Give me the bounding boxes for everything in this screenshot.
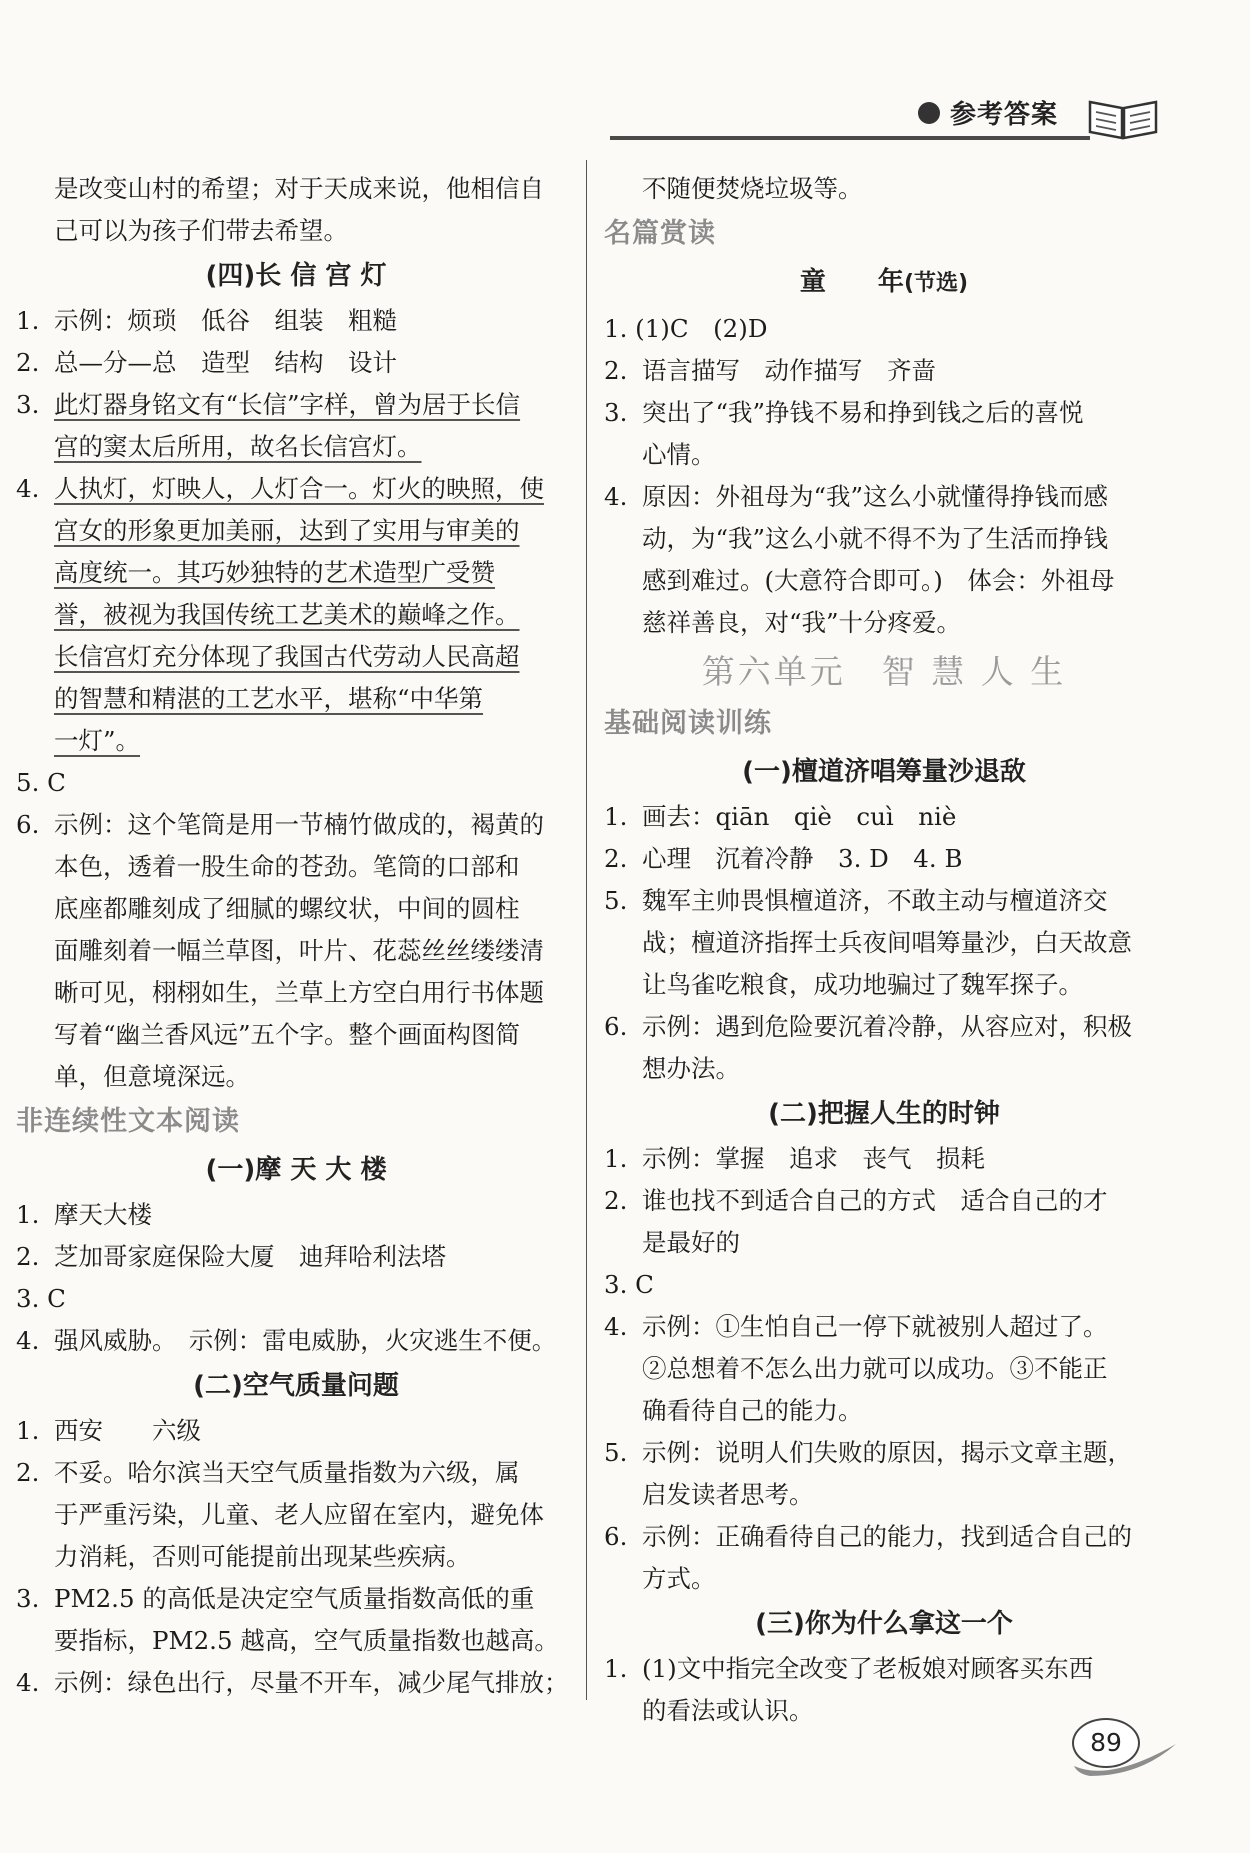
page-number-badge [1070,1712,1180,1782]
section-heading [604,210,1164,258]
item-number: 2. [604,356,628,385]
item-text: 5. C [16,768,66,797]
subsection-title [604,1600,1164,1648]
text-line-content: 誉，被视为我国传统工艺美术的巅峰之作。 [54,600,520,629]
answer-item [604,392,1164,434]
section-heading [16,1098,576,1146]
text-line-content: 不随便焚烧垃圾等。 [642,174,863,203]
subsection-title [604,748,1164,796]
answer-item [604,796,1164,838]
text-line-content: 动，为“我”这么小就不得不为了生活而挣钱 [642,524,1109,553]
item-text: 芝加哥家庭保险大厦 迪拜哈利法塔 [54,1242,446,1271]
subsection-title-text: (二)空气质量问题 [193,1371,399,1401]
item-text: 魏军主帅畏惧檀道济，不敢主动与檀道济交 [642,886,1108,915]
text-line [16,846,576,888]
text-line [604,560,1164,602]
answer-item [604,350,1164,392]
item-number: 2. [16,348,40,377]
text-line-content: 要指标，PM2.5 越高，空气质量指数也越高。 [54,1626,559,1655]
item-text: 心理 沉着冷静 3. D 4. B [642,844,963,873]
item-number: 6. [604,1522,628,1551]
text-line [604,1558,1164,1600]
item-number: 2. [604,1186,628,1215]
text-line [604,1348,1164,1390]
text-line [16,552,576,594]
text-line-content: 心情。 [642,440,716,469]
text-line [604,1390,1164,1432]
item-number: 1. [16,1200,40,1229]
text-line [16,1536,576,1578]
text-line-content: 本色，透着一股生命的苍劲。笔筒的口部和 [54,852,520,881]
answer-item [16,1410,576,1452]
text-line [16,426,576,468]
text-line [16,720,576,762]
answer-item [604,476,1164,518]
header-title: 参考答案 [950,100,1059,130]
item-number: 4. [16,474,40,503]
section-heading [604,700,1164,748]
answer-item [16,384,576,426]
subsection-title-text: (一)檀道济唱筹量沙退敌 [742,757,1026,787]
unit-heading [604,644,1164,700]
subsection-title-text: (一)摩 天 大 楼 [205,1155,387,1185]
item-number: 5. [604,1438,628,1467]
text-line [604,964,1164,1006]
subsection-title-text: (三)你为什么拿这一个 [755,1609,1013,1639]
text-line-content: 长信宫灯充分体现了我国古代劳动人民高超 [54,642,520,671]
answer-item [604,308,1164,350]
text-line-content: 晰可见，栩栩如生，兰草上方空白用行书体题 [54,978,544,1007]
text-line-content: 启发读者思考。 [642,1480,814,1509]
text-line [604,1222,1164,1264]
text-line-content: 的看法或认识。 [642,1696,814,1725]
text-line-content: 是最好的 [642,1228,740,1257]
item-text: 示例：烦琐 低谷 组装 粗糙 [54,306,397,335]
answer-item [16,1452,576,1494]
answer-item [16,762,576,804]
item-text: 示例：遇到危险要沉着冷静，从容应对，积极 [642,1012,1132,1041]
header-rule [610,136,1090,140]
item-number: 3. [16,390,40,419]
item-number: 5. [604,886,628,915]
book-icon [1086,92,1160,142]
answer-item [16,468,576,510]
answer-item [16,1278,576,1320]
subsection-title [16,252,576,300]
text-line [604,922,1164,964]
item-text: 不妥。哈尔滨当天空气质量指数为六级，属 [54,1458,520,1487]
item-number: 1. [604,1144,628,1173]
text-line-content: 底座都雕刻成了细腻的螺纹状，中间的圆柱 [54,894,520,923]
answer-item [16,1320,576,1362]
text-line-content: 单，但意境深远。 [54,1062,250,1091]
answer-item [16,1662,576,1704]
text-line-content: 战；檀道济指挥士兵夜间唱筹量沙，白天故意 [642,928,1132,957]
item-text: 谁也找不到适合自己的方式 适合自己的才 [642,1186,1108,1215]
item-text: PM2.5 的高低是决定空气质量指数高低的重 [54,1584,535,1613]
item-text: 示例：①生怕自己一停下就被别人超过了。 [642,1312,1108,1341]
text-line [16,888,576,930]
text-line [16,168,576,210]
item-text: 画去：qiān qiè cuì niè [642,802,957,831]
item-number: 1. [604,1654,628,1683]
answer-item [16,300,576,342]
text-line-content: 想办法。 [642,1054,740,1083]
subsection-title-text: (二)把握人生的时钟 [768,1099,1000,1129]
answer-item [16,804,576,846]
text-line [16,1014,576,1056]
item-number: 4. [604,1312,628,1341]
item-text: (1)文中指完全改变了老板娘对顾客买东西 [642,1654,1094,1683]
text-line [16,510,576,552]
item-text: 突出了“我”挣钱不易和挣到钱之后的喜悦 [642,398,1084,427]
item-number: 6. [604,1012,628,1041]
item-text: 示例：掌握 追求 丧气 损耗 [642,1144,985,1173]
text-line-content: 确看待自己的能力。 [642,1396,863,1425]
text-line [16,594,576,636]
item-number: 4. [16,1668,40,1697]
text-line [604,602,1164,644]
text-line [16,930,576,972]
answer-item [604,1006,1164,1048]
text-line-content: 宫的窦太后所用，故名长信宫灯。 [54,432,422,461]
item-number: 2. [604,844,628,873]
item-text: 1. (1)C (2)D [604,314,768,343]
text-line-content: 高度统一。其巧妙独特的艺术造型广受赞 [54,558,495,587]
item-number: 3. [604,398,628,427]
item-text: 强风威胁。 示例：雷电威胁，火灾逃生不便。 [54,1326,557,1355]
text-line-content: 一灯”。 [54,726,141,755]
subsection-title [16,1362,576,1410]
answer-item [16,1578,576,1620]
text-line [16,1056,576,1098]
answer-item [604,1264,1164,1306]
item-text: 语言描写 动作描写 齐啬 [642,356,936,385]
subsection-tag: (节选) [903,271,969,296]
item-text: 人执灯，灯映人，人灯合一。灯火的映照，使 [54,474,544,503]
text-line-content: 力消耗，否则可能提前出现某些疾病。 [54,1542,471,1571]
item-number: 1. [16,306,40,335]
text-line [16,972,576,1014]
text-line [604,168,1164,210]
item-number: 1. [604,802,628,831]
subsection-title-text: 童 年 [799,267,904,297]
subsection-title [16,1146,576,1194]
text-line-content: 是改变山村的希望；对于天成来说，他相信自 [54,174,544,203]
item-text: 西安 六级 [54,1416,201,1445]
item-number: 2. [16,1458,40,1487]
text-line-content: 慈祥善良，对“我”十分疼爱。 [642,608,962,637]
item-text: 3. C [604,1270,654,1299]
answer-item [16,342,576,384]
section-heading-text: 非连续性文本阅读 [16,1106,240,1137]
item-text: 总—分—总 造型 结构 设计 [54,348,397,377]
subsection-title-text: (四)长 信 宫 灯 [205,261,387,291]
text-line [16,636,576,678]
text-line [16,1494,576,1536]
item-number: 3. [16,1584,40,1613]
answer-item [604,1138,1164,1180]
item-text: 示例：绿色出行，尽量不开车，减少尾气排放； [54,1668,569,1697]
text-line-content: 宫女的形象更加美丽，达到了实用与审美的 [54,516,520,545]
item-text: 示例：这个笔筒是用一节楠竹做成的，褐黄的 [54,810,544,839]
answer-item [604,1432,1164,1474]
text-line [604,434,1164,476]
item-text: 原因：外祖母为“我”这么小就懂得挣钱而感 [642,482,1109,511]
text-line [604,1474,1164,1516]
item-number: 4. [604,482,628,511]
item-text: 示例：说明人们失败的原因，揭示文章主题， [642,1438,1132,1467]
right-column [604,168,1164,1732]
page-header [600,92,1160,148]
answer-item [604,880,1164,922]
text-line [604,518,1164,560]
answer-item [604,1648,1164,1690]
answer-item [604,838,1164,880]
bullet-dot-icon [918,102,940,124]
text-line-content: ②总想着不怎么出力就可以成功。③不能正 [642,1354,1108,1383]
item-number: 6. [16,810,40,839]
text-line-content: 感到难过。(大意符合即可。) 体会：外祖母 [642,566,1115,595]
item-number: 4. [16,1326,40,1355]
answer-item [604,1306,1164,1348]
item-number: 2. [16,1242,40,1271]
text-line-content: 己可以为孩子们带去希望。 [54,216,348,245]
section-heading-text: 名篇赏读 [604,218,716,249]
item-text: 示例：正确看待自己的能力，找到适合自己的 [642,1522,1132,1551]
text-line [16,210,576,252]
text-line-content: 的智慧和精湛的工艺水平，堪称“中华第 [54,684,484,713]
unit-heading-text: 第六单元 智 慧 人 生 [701,652,1067,691]
item-text: 3. C [16,1284,66,1313]
item-number: 1. [16,1416,40,1445]
answer-item [16,1236,576,1278]
left-column [16,168,576,1704]
text-line-content: 于严重污染，儿童、老人应留在室内，避免体 [54,1500,544,1529]
text-line-content: 写着“幽兰香风远”五个字。整个画面构图简 [54,1020,521,1049]
column-divider [586,160,587,1700]
text-line-content: 面雕刻着一幅兰草图，叶片、花蕊丝丝缕缕清 [54,936,544,965]
text-line [16,678,576,720]
text-line [604,1048,1164,1090]
text-line [16,1620,576,1662]
subsection-title [604,1090,1164,1138]
page-number: 89 [1072,1718,1140,1768]
subsection-title [604,258,1164,308]
section-heading-text: 基础阅读训练 [604,708,772,739]
text-line-content: 让鸟雀吃粮食，成功地骗过了魏军探子。 [642,970,1083,999]
answer-item [604,1516,1164,1558]
item-text: 摩天大楼 [54,1200,152,1229]
item-text: 此灯器身铭文有“长信”字样，曾为居于长信 [54,390,521,419]
text-line-content: 方式。 [642,1564,716,1593]
answer-item [604,1180,1164,1222]
answer-item [16,1194,576,1236]
